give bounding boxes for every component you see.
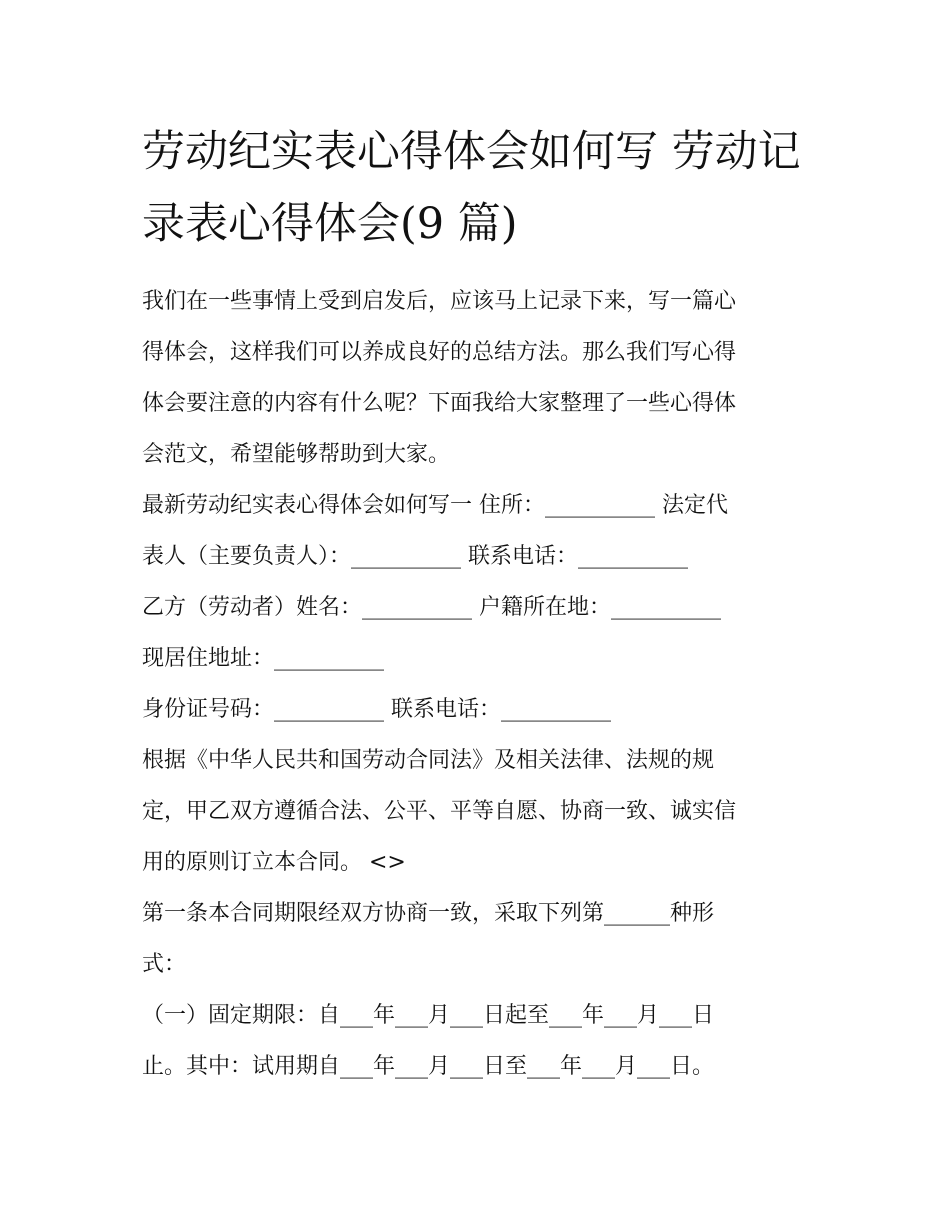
paragraph-line: 根据《中华人民共和国劳动合同法》及相关法律、法规的规 [142, 748, 715, 773]
paragraph-line: 会范文，希望能够帮助到大家。 [142, 442, 451, 467]
fixed-term-paragraph [142, 990, 832, 1092]
paragraph-line: 得体会，这样我们可以养成良好的总结方法。那么我们写心得 [142, 340, 737, 365]
id-number-paragraph [142, 684, 832, 735]
paragraph-line: 现居住地址：__________ [142, 646, 385, 671]
current-address-paragraph [142, 633, 832, 684]
paragraph-line: 表人（主要负责人）：__________ 联系电话：__________ [142, 544, 688, 569]
paragraph-line: 式： [142, 952, 187, 977]
paragraph-line: 我们在一些事情上受到启发后，应该马上记录下来，写一篇心 [142, 289, 737, 314]
contract-term-paragraph [142, 888, 832, 990]
paragraph-line: 用的原则订立本合同。 <> [142, 850, 406, 875]
paragraph-line: 止。其中：试用期自___年___月___日至___年___月___日。 [142, 1054, 715, 1079]
paragraph-line: 身份证号码：__________ 联系电话：__________ [142, 697, 611, 722]
paragraph-line: （一）固定期限：自___年___月___日起至___年___月___日 [142, 1003, 715, 1028]
paragraph-line: 体会要注意的内容有什么呢？下面我给大家整理了一些心得体 [142, 391, 737, 416]
document-body [142, 276, 832, 1092]
intro-paragraph [142, 276, 832, 480]
paragraph-line: 第一条本合同期限经双方协商一致，采取下列第______种形 [142, 901, 715, 926]
paragraph-line: 最新劳动纪实表心得体会如何写一 住所：__________ 法定代 [142, 493, 728, 518]
document-title: 劳动纪实表心得体会如何写 劳动记录表心得体会(9 篇) [142, 127, 801, 249]
legal-basis-paragraph [142, 735, 832, 888]
paragraph-line: 乙方（劳动者）姓名：__________ 户籍所在地：__________ [142, 595, 721, 620]
employer-info-paragraph [142, 480, 832, 582]
employee-name-paragraph [142, 582, 832, 633]
paragraph-line: 定，甲乙双方遵循合法、公平、平等自愿、协商一致、诚实信 [142, 799, 737, 824]
